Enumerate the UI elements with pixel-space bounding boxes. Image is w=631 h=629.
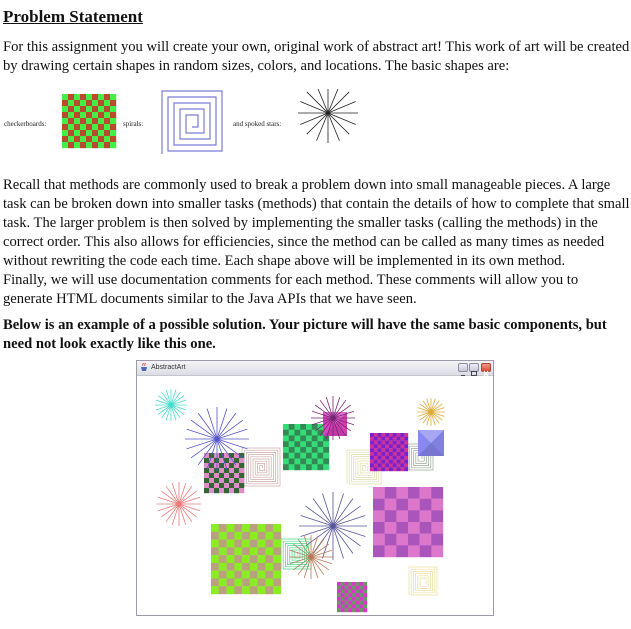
checkerboard-shape (62, 94, 116, 148)
minimize-button[interactable] (458, 363, 468, 372)
spoked-star-shape (298, 89, 358, 143)
documentation-paragraph: Finally, we will use documentation comments for each method. These comments will allow you to generate HTML documents similar to the Java APIs that we have seen. (3, 272, 579, 307)
checkerboard-example-image (61, 93, 117, 149)
checkerboards-label: checkerboards: (4, 120, 47, 128)
java-cup-icon (140, 363, 149, 372)
page-title: Problem Statement (3, 7, 143, 26)
checkerboard-shape (211, 524, 281, 594)
checkerboard-shape (373, 487, 443, 557)
window-title: AbstractArt (151, 364, 186, 371)
spoked-star-shape (417, 398, 445, 426)
pyramid-shape (418, 430, 444, 456)
spiral-example-image (160, 89, 224, 155)
window-titlebar[interactable] (137, 361, 493, 376)
spoked-star-shape (299, 492, 367, 560)
spoked-star-shape (157, 482, 201, 526)
checkerboard-shape (204, 453, 244, 493)
spoked-star-shape (289, 535, 333, 579)
checkerboard-shape (370, 433, 408, 471)
spirals-label: spirals: (123, 120, 144, 128)
spoked-star-example-image (296, 89, 360, 155)
maximize-button[interactable] (469, 363, 479, 372)
example-note-paragraph: Below is an example of a possible solution. Your picture will have the same basic components, but need not look exactly like this one. (3, 317, 607, 352)
intro-paragraph: For this assignment you will create your own, original work of abstract art! This work of art will be created by drawing certain shapes in random sizes, colors, and locations. The basic shapes are: (3, 39, 630, 74)
checkerboard-shape (283, 424, 329, 470)
spoked-star-shape (155, 389, 187, 421)
spiral-shape (242, 448, 280, 486)
spoked-stars-label: and spoked stars: (233, 120, 282, 128)
checkerboard-shape (337, 582, 367, 612)
spiral-shape (409, 567, 437, 595)
methods-paragraph: Recall that methods are commonly used to break a problem down into small manageable pieces. A large task can be broken down into smaller tasks (methods) that contain the details of how to complete that small task. The larger problem is then solved by implementing the smaller tasks (calling the methods) in the correct order. This also allows for efficiencies, since the method can be called as many times as needed without rewriting the code each time. Each shape above will be implemented in its own method. (3, 177, 630, 269)
abstract-art-canvas (137, 376, 493, 616)
abstract-art-window (136, 360, 494, 616)
close-button[interactable] (481, 363, 491, 372)
